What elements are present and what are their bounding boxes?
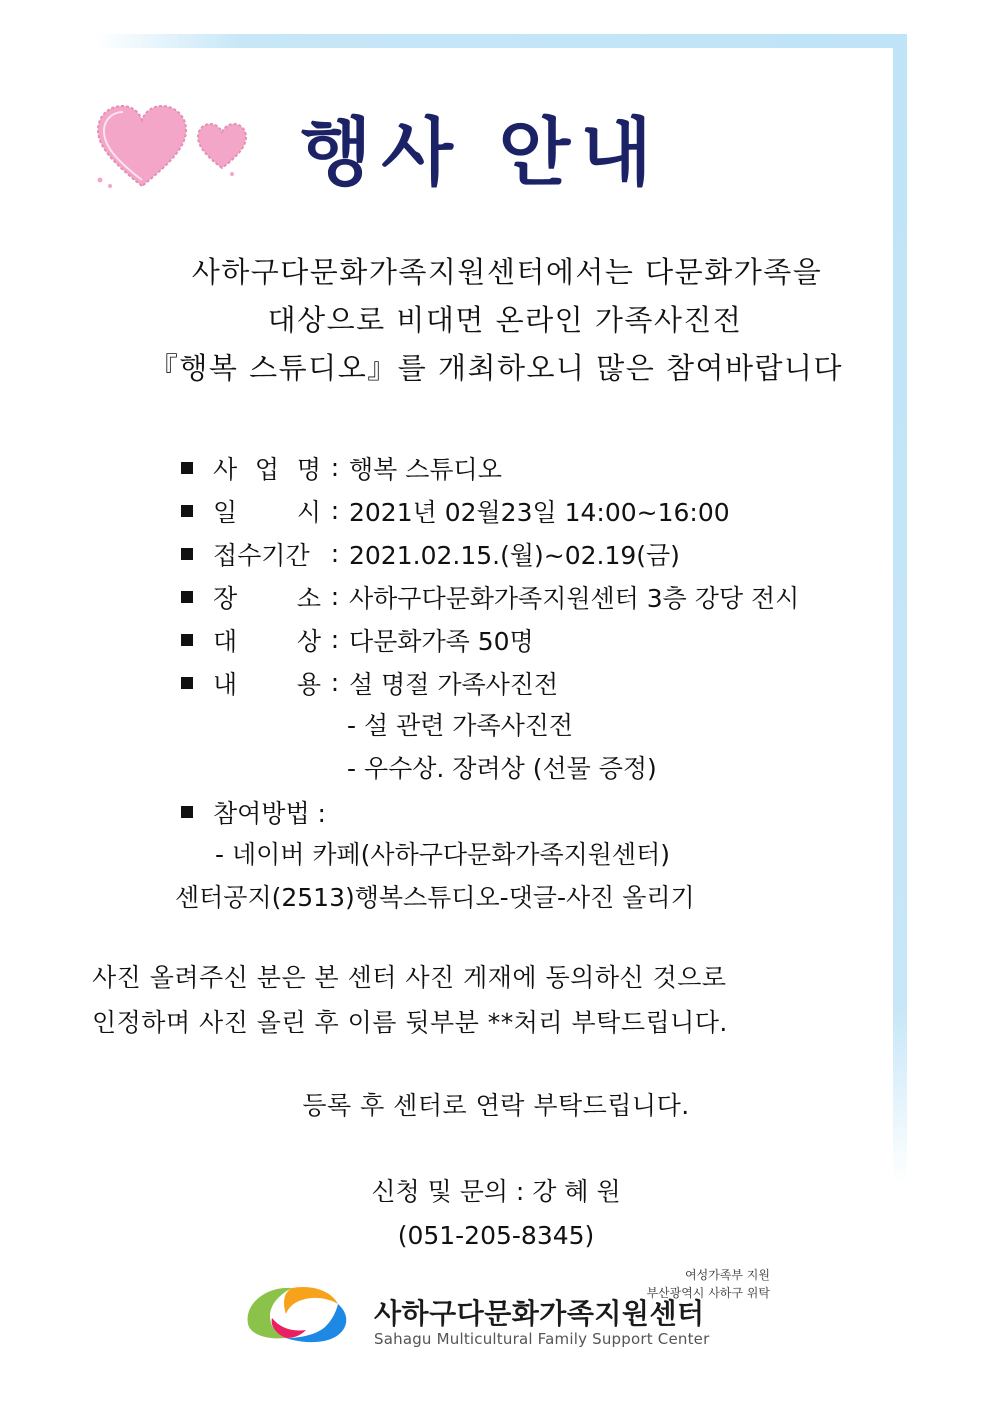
detail-row-content: [175, 661, 935, 704]
detail-colon: :: [330, 625, 340, 654]
detail-label: 일 시: [213, 497, 321, 527]
detail-label: 접수기간: [213, 540, 310, 570]
contact-phone: (051-205-8345): [397, 1221, 595, 1250]
register-notice: 등록 후 센터로 연락 부탁드립니다.: [302, 1091, 690, 1120]
content-item: - 우수상. 장려상 (선물 증정): [347, 754, 657, 783]
page-title: 행사 안내: [300, 110, 662, 196]
bullet-icon: [181, 634, 193, 646]
bullet-icon: [181, 548, 193, 560]
org-name-korean: 사하구다문화가족지원센터: [374, 1297, 705, 1330]
detail-colon: :: [330, 539, 340, 568]
intro-line: 사하구다문화가족지원센터에서는 다문화가족을: [191, 255, 823, 289]
detail-label: 내 용: [213, 669, 321, 699]
event-details: [175, 446, 935, 919]
org-name-english: Sahagu Multicultural Family Support Center: [374, 1330, 710, 1348]
heart-icon: [92, 100, 252, 192]
detail-value: 사하구다문화가족지원센터 3층 강당 전시: [349, 583, 800, 613]
intro-line: 『행복 스튜디오』를 개최하오니 많은 참여바랍니다: [148, 351, 844, 385]
support-line: 여성가족부 지원: [685, 1268, 770, 1282]
bullet-icon: [181, 591, 193, 603]
content-item: - 설 관련 가족사진전: [347, 711, 574, 740]
detail-row-method: [175, 790, 935, 833]
logo-icon: [240, 1280, 362, 1346]
detail-label: 참여방법 :: [213, 798, 326, 828]
detail-value: 다문화가족 50명: [349, 626, 534, 656]
bullet-icon: [181, 505, 193, 517]
detail-colon: :: [330, 496, 340, 525]
detail-colon: :: [330, 582, 340, 611]
detail-row-target: [175, 618, 935, 661]
method-line: - 네이버 카페(사하구다문화가족지원센터): [215, 840, 670, 869]
detail-row-place: [175, 575, 935, 618]
detail-value: 2021년 02월23일 14:00~16:00: [349, 497, 730, 527]
bullet-icon: [181, 677, 193, 689]
contact-name: 신청 및 문의 : 강 혜 원: [371, 1177, 621, 1206]
detail-row-registration: [175, 532, 935, 575]
detail-value: 행복 스튜디오: [349, 454, 502, 484]
detail-label: 장 소: [213, 583, 321, 613]
intro-line: 대상으로 비대면 온라인 가족사진전: [267, 303, 743, 337]
contact-info: [0, 1170, 992, 1258]
support-line: 부산광역시 사하구 위탁: [646, 1286, 770, 1300]
bullet-icon: [181, 806, 193, 818]
detail-value: 2021.02.15.(월)~02.19(금): [349, 540, 680, 570]
notice-line: 인정하며 사진 올린 후 이름 뒷부분 **처리 부탁드립니다.: [92, 1008, 728, 1037]
intro-text: [0, 248, 992, 392]
frame-top-border: [95, 34, 907, 48]
detail-label: 사 업 명: [213, 454, 321, 484]
method-line: 센터공지(2513)행복스튜디오-댓글-사진 올리기: [175, 883, 695, 912]
detail-row-name: [175, 446, 935, 489]
photo-notice: [92, 955, 912, 1045]
detail-label: 대 상: [213, 626, 321, 656]
detail-value: 설 명절 가족사진전: [349, 669, 559, 699]
bullet-icon: [181, 462, 193, 474]
detail-row-datetime: [175, 489, 935, 532]
detail-colon: :: [330, 453, 340, 482]
detail-colon: :: [330, 668, 340, 697]
notice-line: 사진 올려주신 분은 본 센터 사진 게재에 동의하신 것으로: [92, 963, 727, 992]
